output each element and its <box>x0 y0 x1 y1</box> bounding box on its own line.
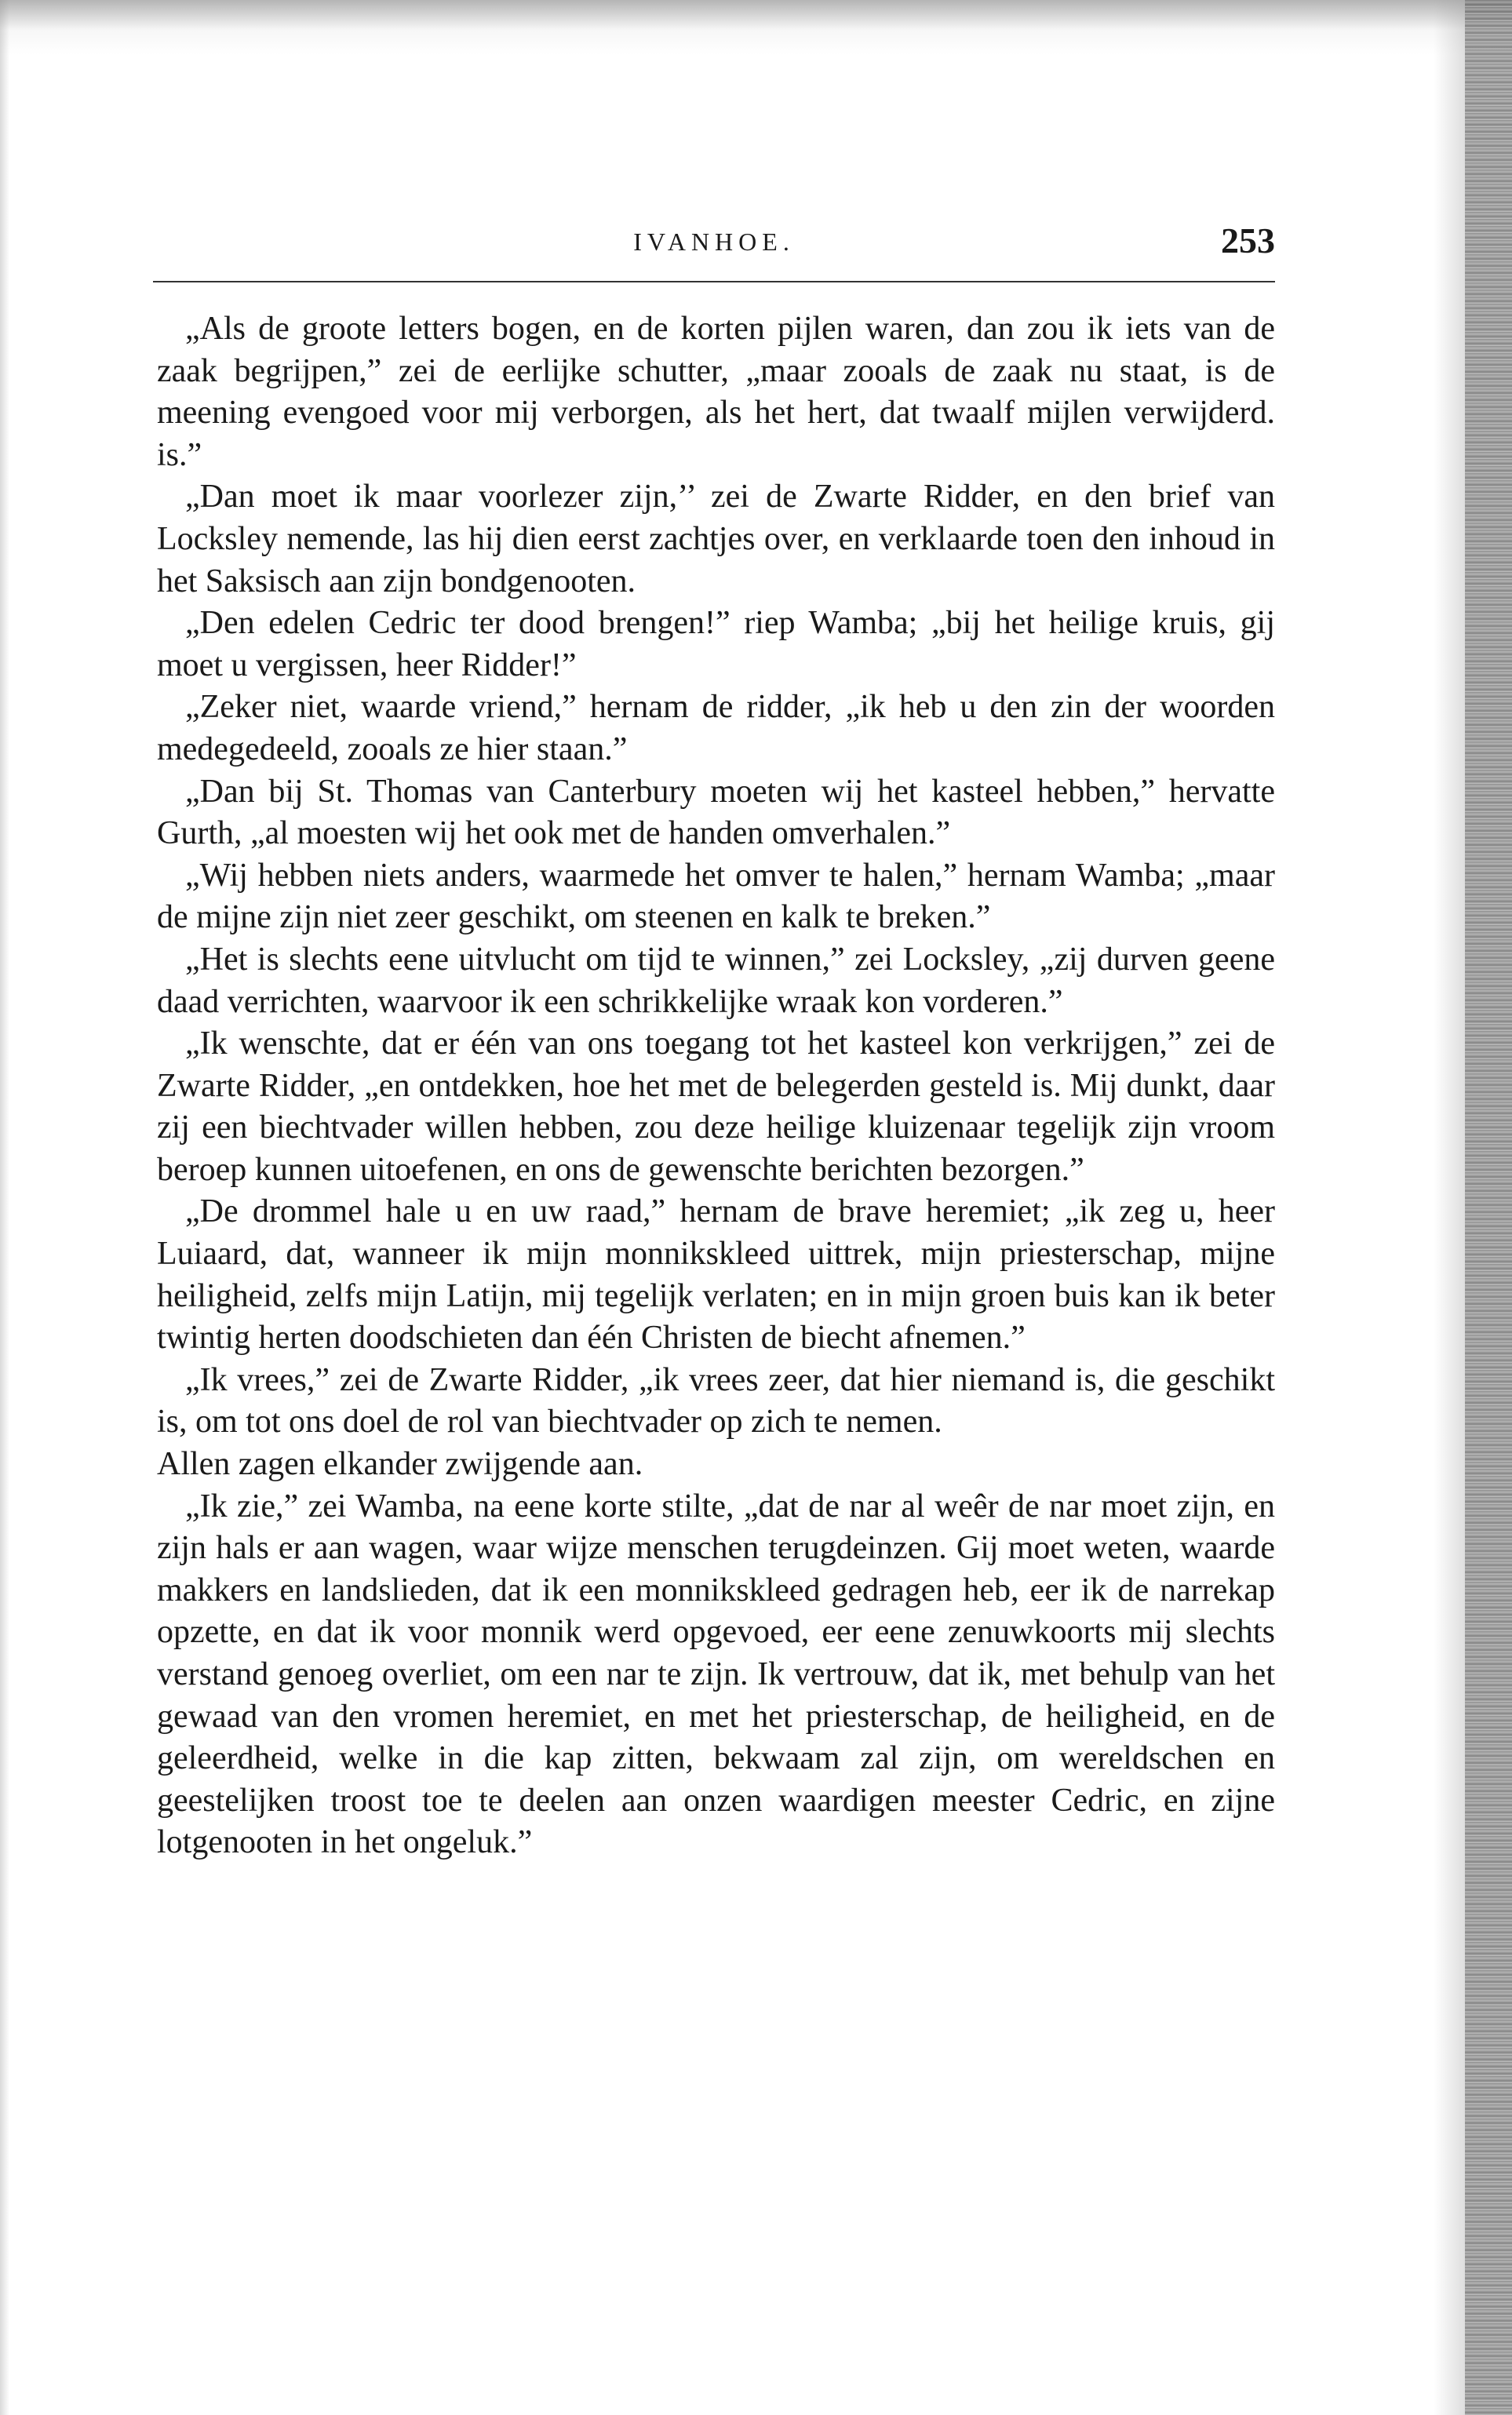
paragraph: „Als de groote letters bogen, en de korten pijlen waren, dan zou ik iets van de zaak begrijpen,” zei de eerlijke schutter, „maar zooals de zaak nu staat, is de meening evengoed voor mij verborgen, als het hert, dat twaalf mijlen verwijderd. is.” <box>157 311 1275 473</box>
paragraph: „Het is slechts eene uitvlucht om tijd te winnen,” zei Locksley, „zij durven geene daad verrichten, waarvoor ik een schrikkelijke wraak kon vorderen.” <box>157 941 1275 1020</box>
scan-top-shadow <box>0 0 1512 55</box>
running-title: IVANHOE. <box>633 228 795 256</box>
paragraph: „Ik wenschte, dat er één van ons toegang tot het kasteel kon verkrijgen,” zei de Zwarte Ridder, „en ontdekken, hoe het met de belegerden gesteld is. Mij dunkt, daar zij een biechtvader willen hebben, zou deze heilige kluizenaar tegelijk zijn vroom beroep kunnen uitoefenen, en ons de gewenschte berichten bezorgen.” <box>157 1025 1275 1188</box>
page-number: 253 <box>1221 220 1275 260</box>
paragraph: „Ik zie,” zei Wamba, na eene korte stilte, „dat de nar al weêr de nar moet zijn, en zijn hals er aan wagen, waar wijze menschen terugdeinzen. Gij moet weten, waarde makkers en landslieden, dat ik een monnikskleed gedragen heb, eer ik de narrekap opzette, en dat ik voor monnik werd opgevoed, eer eene zenuwkoorts mij slechts verstand genoeg overliet, om een nar te zijn. Ik vertrouw, dat ik, met behulp van het gewaad van den vromen heremiet, en met het priesterschap, de heiligheid, en de geleerdheid, welke in die kap zitten, bekwaam zal zijn, om wereldschen en geestelijken troost toe te deelen aan onzen waardigen meester Cedric, en zijne lotgenooten in het ongeluk.” <box>157 1488 1275 1861</box>
text-body <box>157 308 1275 1864</box>
page-header <box>153 220 1275 282</box>
scan-left-edge <box>0 0 9 2415</box>
scan-right-edge-fade <box>1434 0 1465 2415</box>
paragraph: „Wij hebben niets anders, waarmede het omver te halen,” hernam Wamba; „maar de mijne zijn niet zeer geschikt, om steenen en kalk te breken.” <box>157 857 1275 936</box>
header-rule <box>153 281 1275 282</box>
paragraph: „Den edelen Cedric ter dood brengen!” riep Wamba; „bij het heilige kruis, gij moet u vergissen, heer Ridder!” <box>157 605 1275 683</box>
paragraph: „Zeker niet, waarde vriend,” hernam de ridder, „ik heb u den zin der woorden medegedeeld, zooals ze hier staan.” <box>157 689 1275 767</box>
scan-right-edge <box>1465 0 1512 2415</box>
paragraph: Allen zagen elkander zwijgende aan. <box>157 1446 643 1483</box>
paragraph: „Dan bij St. Thomas van Canterbury moeten wij het kasteel hebben,” hervatte Gurth, „al moesten wij het ook met de handen omverhalen.” <box>157 773 1275 852</box>
paragraph: „De drommel hale u en uw raad,” hernam de brave heremiet; „ik zeg u, heer Luiaard, dat, wanneer ik mijn monnikskleed uittrek, mijn priesterschap, mijne heiligheid, zelfs mijn Latijn, mij tegelijk verlaten; en in mijn groen buis kan ik beter twintig herten doodschieten dan één Christen de biecht afnemen.” <box>157 1193 1275 1357</box>
paragraph: „Ik vrees,” zei de Zwarte Ridder, „ik vrees zeer, dat hier niemand is, die geschikt is, om tot ons doel de rol van biechtvader op zich te nemen. <box>157 1361 1275 1441</box>
paragraph: „Dan moet ik maar voorlezer zijn,’’ zei de Zwarte Ridder, en den brief van Locksley nemende, las hij dien eerst zachtjes over, en verklaarde toen den inhoud in het Saksisch aan zijn bondgenooten. <box>157 479 1275 599</box>
